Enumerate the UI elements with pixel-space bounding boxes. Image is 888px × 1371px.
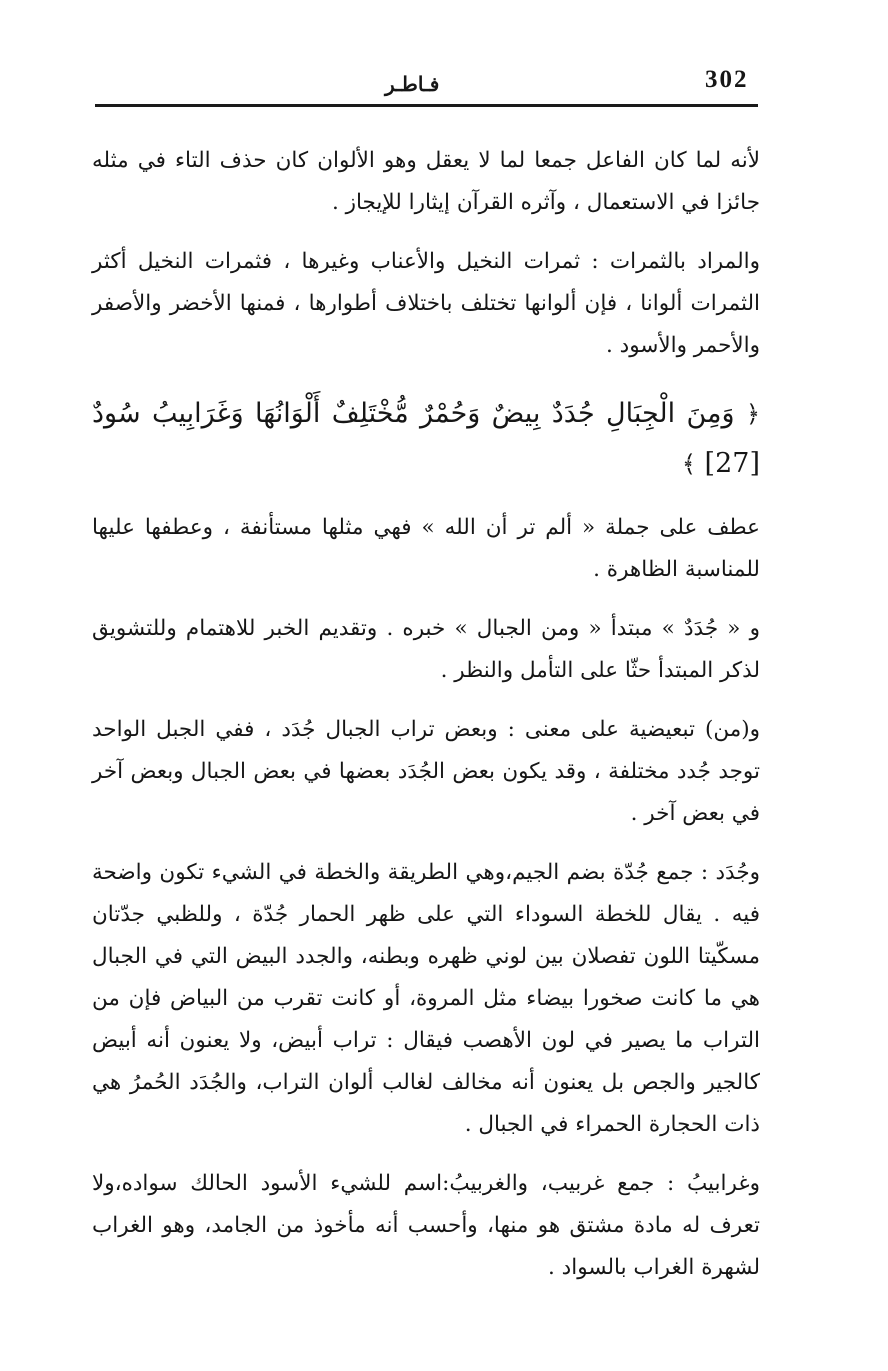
- page-body: [92, 140, 760, 1306]
- paragraph: والمراد بالثمرات : ثمرات النخيل والأعناب وغيرها ، فثمرات النخيل أكثر الثمرات ألوانا ، فإن ألوانها تختلف باختلاف أطوارها ، فمنها الأخضر والأصفر والأحمر والأسود .: [92, 249, 760, 358]
- verse-open-ornament: ﴿: [745, 400, 761, 428]
- surah-name: فـاطـر: [385, 72, 440, 96]
- quran-verse: [92, 389, 760, 489]
- verse-number: [27]: [704, 448, 760, 479]
- commentary-paragraph: و(من) تبعيضية على معنى : وبعض تراب الجبال جُدَد ، ففي الجبل الواحد توجد جُدد مختلفة ، وقد يكون بعض الجُدَد بعضها في بعض الجبال وبعض آخر في بعض آخر .: [92, 717, 760, 826]
- commentary-paragraph: عطف على جملة « ألم تر أن الله » فهي مثلها مستأنفة ، وعطفها عليها للمناسبة الظاهرة .: [92, 515, 760, 582]
- verse-close-ornament: ﴾: [681, 450, 696, 478]
- commentary-paragraph: و « جُدَدٌ » مبتدأ « ومن الجبال » خبره . وتقديم الخبر للاهتمام وللتشويق لذكر المبتدأ حثّا على التأمل والنظر .: [92, 616, 760, 683]
- paragraph: لأنه لما كان الفاعل جمعا لما لا يعقل وهو الألوان كان حذف التاء في مثله جائزا في الاستعمال ، وآثره القرآن إيثارا للإيجاز .: [92, 148, 760, 215]
- commentary-paragraph: وجُدَد : جمع جُدّة بضم الجيم،وهي الطريقة والخطة في الشيء تكون واضحة فيه . يقال للخطة السوداء التي على ظهر الحمار جُدّة ، وللظبي جدّتان مسكّيتا اللون تفصلان بين لوني ظهره وبطنه، والجدد البيض التي في الجبال هي ما كانت صخورا بيضاء مثل المروة، أو كانت تقرب من البياض فإن من التراب ما يصير في لون الأهصب فيقال : تراب أبيض، ولا يعنون أنه أبيض كالجير والجص بل يعنون أنه مخالف لغالب ألوان التراب، والجُدَد الحُمرُ هي ذات الحجارة الحمراء في الجبال .: [92, 860, 760, 1137]
- page-header: [95, 62, 758, 108]
- header-divider: [95, 104, 758, 107]
- verse-text: وَمِنَ الْجِبَالِ جُدَدٌ بِيضٌ وَحُمْرٌ مُّخْتَلِفٌ أَلْوَانُهَا وَغَرَابِيبُ سُودٌ: [92, 398, 735, 429]
- commentary-paragraph: وغرابيبُ : جمع غربيب، والغربيبُ:اسم للشيء الأسود الحالك سواده،ولا تعرف له مادة مشتق هو منها، وأحسب أنه مأخوذ من الجامد، وهو الغراب لشهرة الغراب بالسواد .: [92, 1171, 760, 1280]
- page-number: 302: [705, 66, 749, 93]
